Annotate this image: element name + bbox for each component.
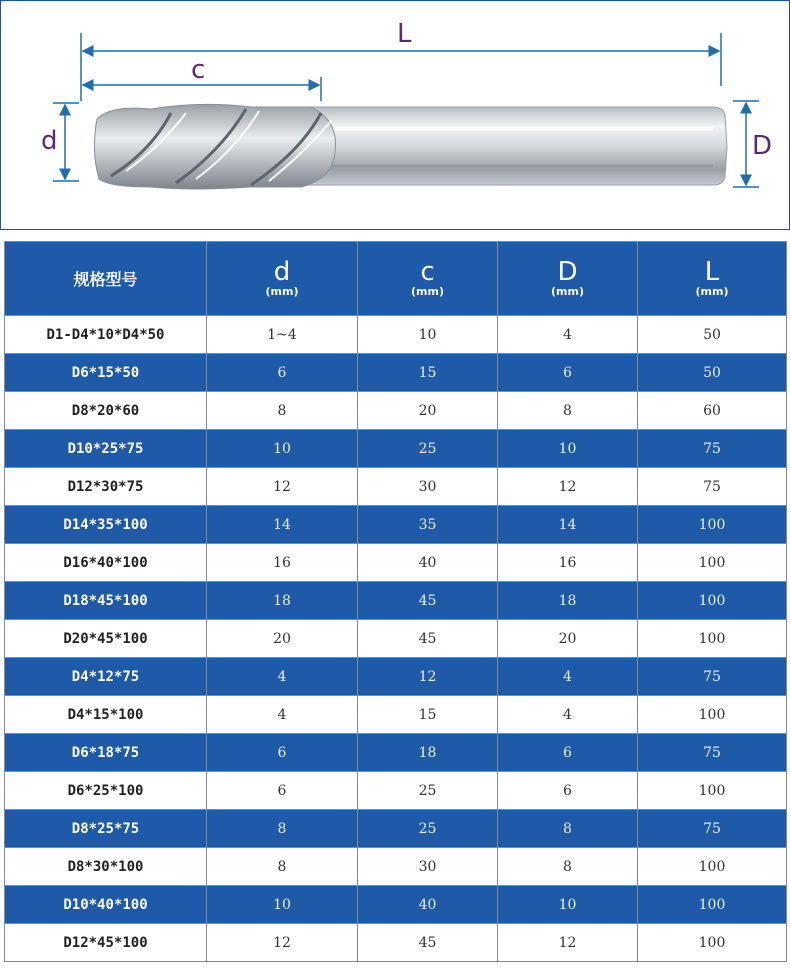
- cell-c: 30: [358, 468, 498, 506]
- cell-D: 4: [498, 316, 638, 354]
- cell-d: 10: [207, 886, 358, 924]
- cell-model: D10*40*100: [5, 886, 207, 924]
- cell-c: 20: [358, 392, 498, 430]
- header-d: d (mm): [207, 242, 358, 316]
- cell-d: 8: [207, 848, 358, 886]
- cell-d: 12: [207, 468, 358, 506]
- cell-model: D4*15*100: [5, 696, 207, 734]
- table-row: [5, 734, 787, 772]
- table-row: [5, 848, 787, 886]
- cell-L: 75: [638, 468, 787, 506]
- shank-shape: [301, 107, 727, 185]
- table-row: [5, 924, 787, 962]
- label-L: L: [397, 19, 412, 49]
- cell-d: 8: [207, 392, 358, 430]
- cell-L: 75: [638, 734, 787, 772]
- cell-D: 20: [498, 620, 638, 658]
- cell-model: D8*25*75: [5, 810, 207, 848]
- table-body: [5, 316, 787, 962]
- cell-D: 10: [498, 886, 638, 924]
- cell-d: 6: [207, 772, 358, 810]
- table-row: [5, 658, 787, 696]
- cell-c: 40: [358, 544, 498, 582]
- cell-D: 4: [498, 658, 638, 696]
- table-row: [5, 582, 787, 620]
- table-row: [5, 354, 787, 392]
- table-row: [5, 316, 787, 354]
- cell-L: 100: [638, 620, 787, 658]
- cell-c: 45: [358, 620, 498, 658]
- cell-D: 8: [498, 848, 638, 886]
- label-D: D: [752, 131, 773, 161]
- cell-d: 1~4: [207, 316, 358, 354]
- cell-c: 45: [358, 582, 498, 620]
- cell-D: 12: [498, 924, 638, 962]
- cell-D: 12: [498, 468, 638, 506]
- cell-L: 50: [638, 354, 787, 392]
- cell-d: 20: [207, 620, 358, 658]
- cell-c: 18: [358, 734, 498, 772]
- spec-table: [4, 241, 787, 962]
- cell-model: D6*18*75: [5, 734, 207, 772]
- label-d: d: [41, 126, 58, 156]
- table-row: [5, 810, 787, 848]
- cell-c: 40: [358, 886, 498, 924]
- cell-model: D8*30*100: [5, 848, 207, 886]
- cell-c: 25: [358, 772, 498, 810]
- header-c: c (mm): [358, 242, 498, 316]
- cell-D: 18: [498, 582, 638, 620]
- table-row: [5, 696, 787, 734]
- cell-d: 16: [207, 544, 358, 582]
- cell-d: 14: [207, 506, 358, 544]
- cell-model: D1-D4*10*D4*50: [5, 316, 207, 354]
- cell-c: 25: [358, 430, 498, 468]
- table-header-row: [5, 242, 787, 316]
- cell-model: D12*45*100: [5, 924, 207, 962]
- cell-c: 10: [358, 316, 498, 354]
- cell-D: 10: [498, 430, 638, 468]
- cell-model: D20*45*100: [5, 620, 207, 658]
- cell-d: 6: [207, 354, 358, 392]
- cell-D: 16: [498, 544, 638, 582]
- cell-D: 8: [498, 392, 638, 430]
- table-row: [5, 772, 787, 810]
- header-model: 规格型号: [5, 242, 207, 316]
- cell-L: 100: [638, 544, 787, 582]
- table-row: [5, 544, 787, 582]
- cell-L: 60: [638, 392, 787, 430]
- cell-d: 18: [207, 582, 358, 620]
- end-mill-diagram: [0, 0, 790, 230]
- table-row: [5, 886, 787, 924]
- cell-L: 100: [638, 886, 787, 924]
- cell-model: D12*30*75: [5, 468, 207, 506]
- cell-model: D14*35*100: [5, 506, 207, 544]
- cell-L: 100: [638, 924, 787, 962]
- cell-c: 15: [358, 696, 498, 734]
- cell-D: 8: [498, 810, 638, 848]
- cell-L: 75: [638, 658, 787, 696]
- header-L: L (mm): [638, 242, 787, 316]
- cell-L: 100: [638, 848, 787, 886]
- cell-d: 12: [207, 924, 358, 962]
- cell-model: D16*40*100: [5, 544, 207, 582]
- cell-D: 6: [498, 354, 638, 392]
- cell-model: D18*45*100: [5, 582, 207, 620]
- cell-d: 4: [207, 658, 358, 696]
- cell-model: D6*15*50: [5, 354, 207, 392]
- cell-L: 100: [638, 696, 787, 734]
- cell-D: 14: [498, 506, 638, 544]
- cell-model: D4*12*75: [5, 658, 207, 696]
- cell-c: 25: [358, 810, 498, 848]
- cell-D: 6: [498, 772, 638, 810]
- cell-model: D6*25*100: [5, 772, 207, 810]
- cell-c: 15: [358, 354, 498, 392]
- cell-L: 75: [638, 430, 787, 468]
- cell-d: 6: [207, 734, 358, 772]
- cell-L: 100: [638, 772, 787, 810]
- table-row: [5, 468, 787, 506]
- label-c: c: [191, 55, 206, 85]
- cell-c: 30: [358, 848, 498, 886]
- cell-model: D8*20*60: [5, 392, 207, 430]
- cell-c: 45: [358, 924, 498, 962]
- table-row: [5, 430, 787, 468]
- cell-d: 4: [207, 696, 358, 734]
- cell-L: 50: [638, 316, 787, 354]
- table-row: [5, 506, 787, 544]
- end-mill-drawing: [1, 1, 789, 229]
- cell-c: 12: [358, 658, 498, 696]
- cell-D: 6: [498, 734, 638, 772]
- flute-shape: [94, 104, 335, 189]
- cell-d: 8: [207, 810, 358, 848]
- table-row: [5, 620, 787, 658]
- cell-D: 4: [498, 696, 638, 734]
- cell-d: 10: [207, 430, 358, 468]
- table-row: [5, 392, 787, 430]
- cell-c: 35: [358, 506, 498, 544]
- cell-L: 100: [638, 506, 787, 544]
- cell-L: 100: [638, 582, 787, 620]
- cell-L: 75: [638, 810, 787, 848]
- cell-model: D10*25*75: [5, 430, 207, 468]
- header-D: D (mm): [498, 242, 638, 316]
